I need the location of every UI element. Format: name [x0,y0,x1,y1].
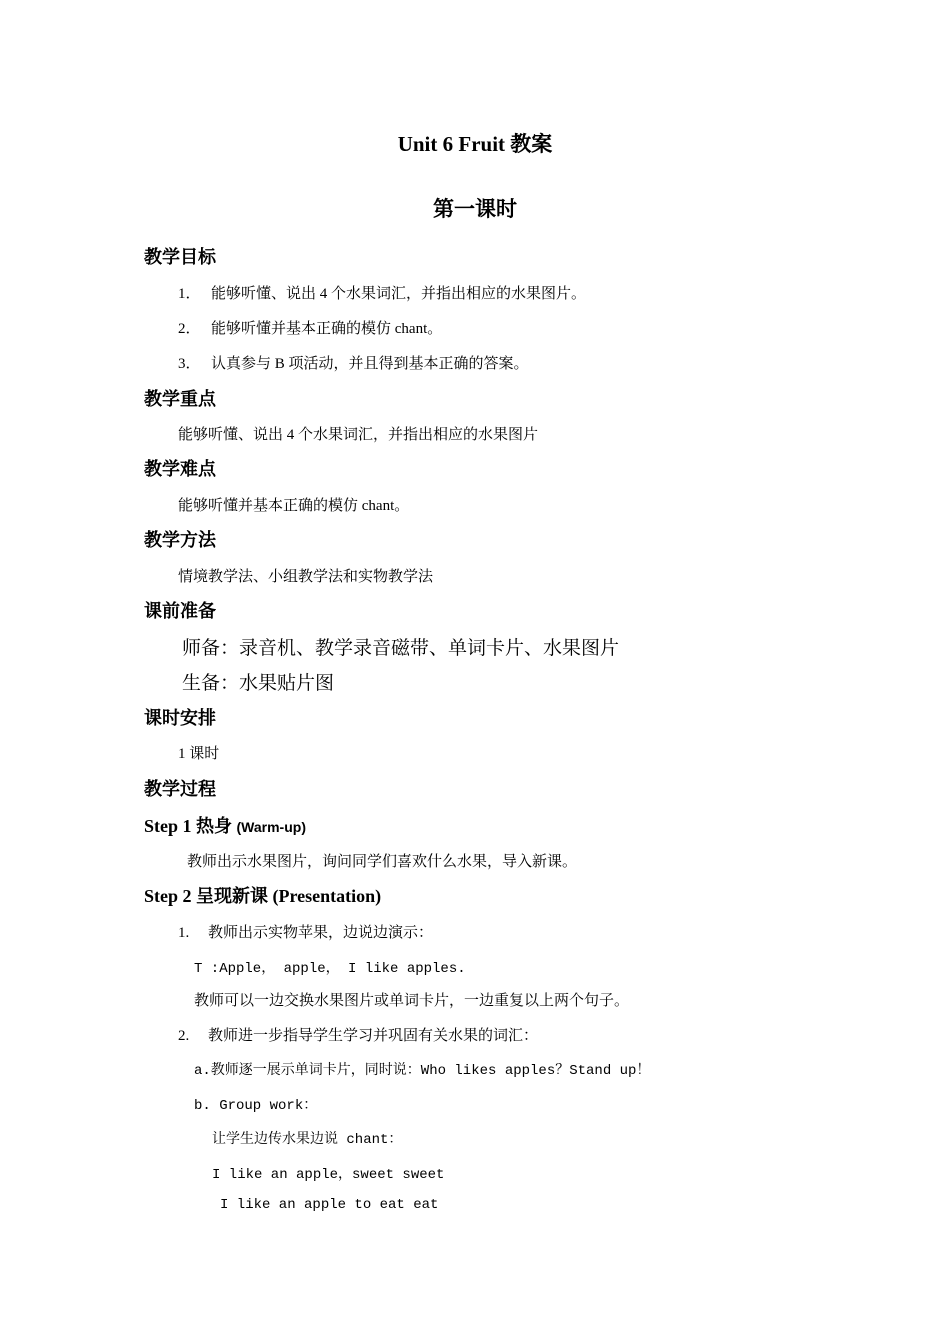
sub-item-a: a.教师逐一展示单词卡片，同时说：Who likes apples？Stand up！ [194,1063,651,1079]
step2-item-number: 1. [178,925,190,941]
step2-item-text: 教师进一步指导学生学习并巩固有关水果的词汇： [208,1028,539,1044]
chant-intro: 让学生边传水果边说 chant： [212,1132,403,1148]
step1-text: 教师出示水果图片，询问同学们喜欢什么水果，导入新课。 [187,854,578,870]
objective-text: 能够听懂、说出 4 个水果词汇，并指出相应的水果图片。 [211,286,587,302]
dialogue-line: T :Apple， apple， I like apples. [194,961,466,977]
objective-item [178,282,586,303]
process-heading: 教学过程 [144,779,216,799]
difficulties-text: 能够听懂并基本正确的模仿 chant。 [178,498,410,514]
student-preparation: 生备：水果贴片图 [182,673,335,694]
teacher-preparation: 师备：录音机、教学录音磁带、单词卡片、水果图片 [182,638,620,659]
step2-item-number: 2. [178,1028,190,1044]
lesson-subtitle: 第一课时 [433,197,517,221]
objective-item [178,317,442,338]
sub-item-b: b. Group work： [194,1098,318,1114]
preparation-heading: 课前准备 [144,601,216,621]
step1-heading [144,812,306,838]
chant-line: I like an apple to eat eat [220,1197,439,1213]
difficulties-heading: 教学难点 [144,459,216,479]
step1-english: (Warm-up) [236,819,306,835]
key-points-text: 能够听懂、说出 4 个水果词汇，并指出相应的水果图片 [178,427,539,443]
step2-heading: Step 2 呈现新课 (Presentation) [144,886,382,906]
objective-number: 1． [178,286,201,302]
step2-list-item [178,1024,538,1045]
key-points-heading: 教学重点 [144,389,216,409]
objective-text: 能够听懂并基本正确的模仿 chant。 [211,321,443,337]
schedule-text: 1 课时 [178,746,220,762]
chant-line: I like an apple，sweet sweet [212,1167,445,1183]
schedule-heading: 课时安排 [144,708,216,728]
document-title: Unit 6 Fruit 教案 [397,132,553,156]
methods-text: 情境教学法、小组教学法和实物教学法 [178,569,434,585]
step2-item-text: 教师出示实物苹果，边说边演示： [208,925,434,941]
objective-text: 认真参与 B 项活动，并且得到基本正确的答案。 [211,356,529,372]
objective-number: 2． [178,321,201,337]
swap-instruction: 教师可以一边交换水果图片或单词卡片，一边重复以上两个句子。 [194,993,630,1009]
step2-list-item [178,921,433,942]
step1-label: Step 1 热身 [144,816,237,836]
methods-heading: 教学方法 [144,530,216,550]
objective-item [178,352,529,373]
objective-number: 3． [178,356,201,372]
objectives-heading: 教学目标 [144,247,216,267]
